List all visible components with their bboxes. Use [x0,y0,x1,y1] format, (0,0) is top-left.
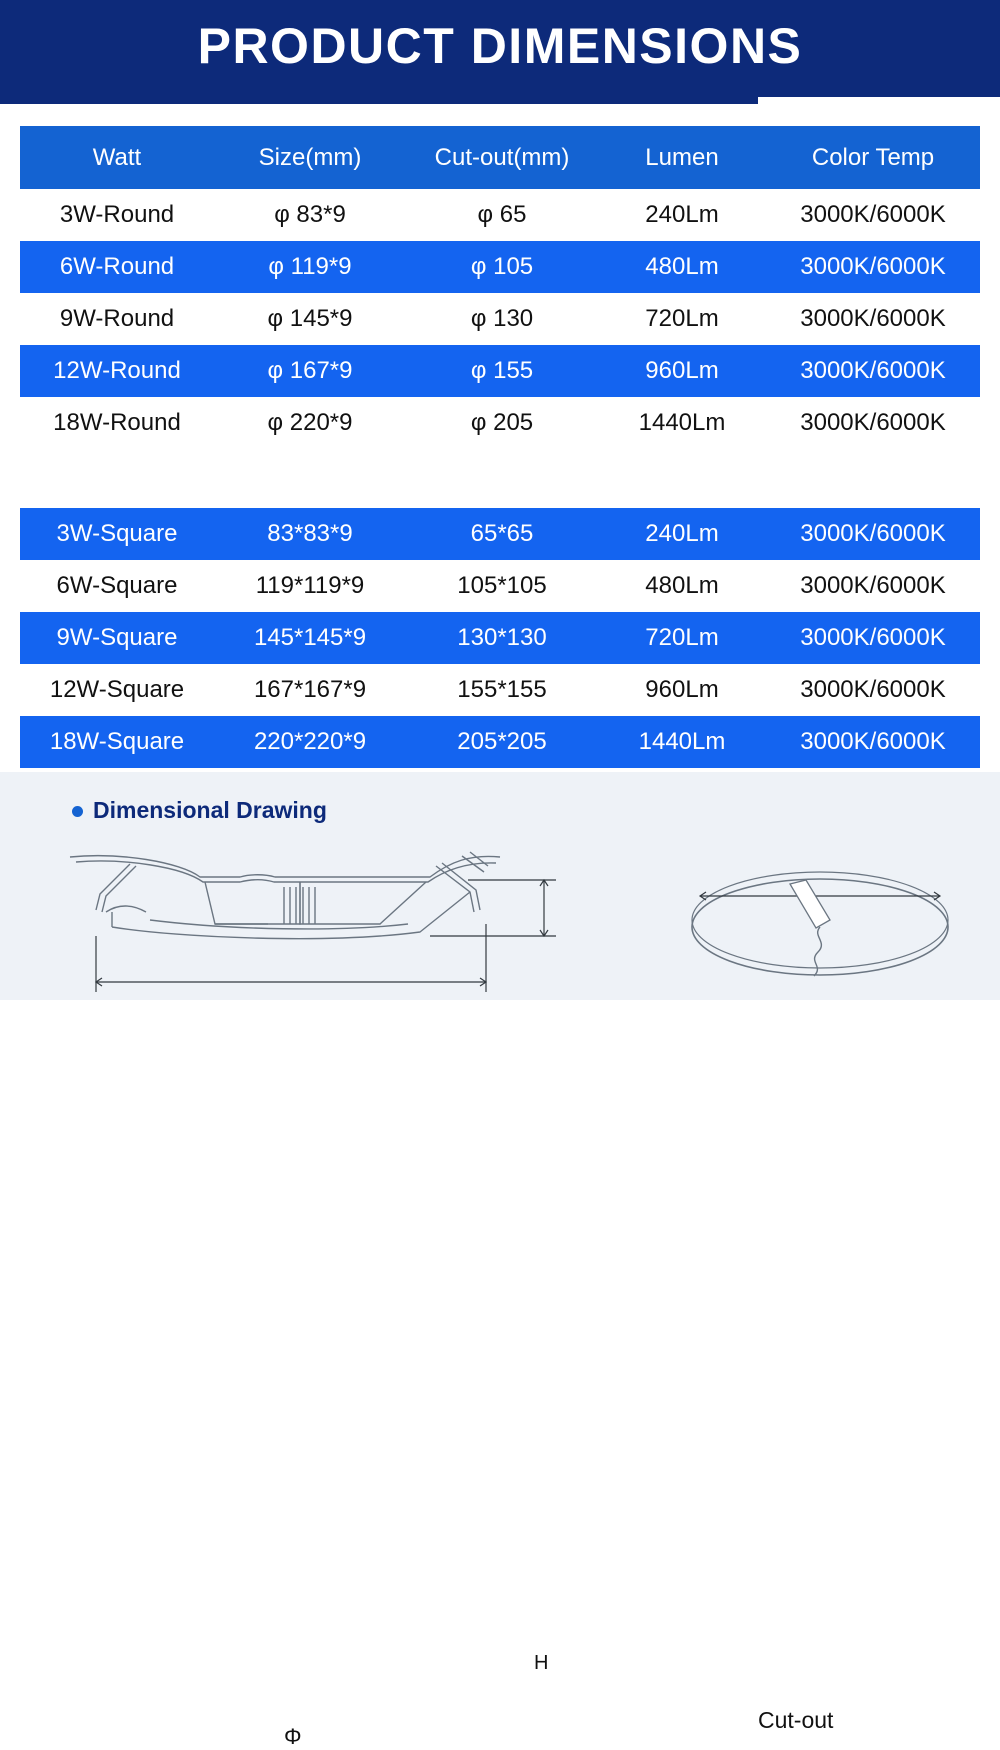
cell-watt: 3W-Square [20,508,214,560]
table-row [20,345,980,397]
cell-color-temp: 3000K/6000K [766,397,980,449]
drawing-svg [0,832,1000,1000]
cell-lumen: 720Lm [598,612,766,664]
column-header-color-temp: Color Temp [766,126,980,189]
cell-size: 220*220*9 [214,716,406,768]
table-row [20,397,980,449]
column-header-cutout: Cut-out(mm) [406,126,598,189]
cell-watt: 9W-Round [20,293,214,345]
cell-lumen: 240Lm [598,189,766,241]
table-row [20,189,980,241]
cell-lumen: 480Lm [598,560,766,612]
table-row [20,560,980,612]
table-spacer [20,456,980,508]
cutout-ring-drawing [692,872,948,976]
table-row [20,241,980,293]
cell-size: 83*83*9 [214,508,406,560]
table-header-row [20,126,980,189]
diameter-dimension-label: Φ [284,1724,302,1749]
cell-cutout: 130*130 [406,612,598,664]
cell-size: φ 145*9 [214,293,406,345]
cell-color-temp: 3000K/6000K [766,664,980,716]
header-divider [0,97,1000,107]
dimensional-drawing-section [0,772,1000,1749]
cell-color-temp: 3000K/6000K [766,612,980,664]
page-header [0,0,1000,97]
page-title: PRODUCT DIMENSIONS [197,17,803,74]
column-header-size: Size(mm) [214,126,406,189]
cell-size: 119*119*9 [214,560,406,612]
downlight-section-drawing [70,852,500,939]
cell-color-temp: 3000K/6000K [766,189,980,241]
cell-lumen: 720Lm [598,293,766,345]
cell-cutout: 205*205 [406,716,598,768]
cell-size: φ 119*9 [214,241,406,293]
table-row [20,716,980,768]
cell-color-temp: 3000K/6000K [766,508,980,560]
height-dimension-label: H [534,1652,549,1674]
cell-cutout: φ 65 [406,189,598,241]
drawing-canvas [0,832,1000,1000]
cell-cutout: φ 105 [406,241,598,293]
cell-lumen: 240Lm [598,508,766,560]
cell-lumen: 480Lm [598,241,766,293]
square-dimensions-table [20,508,980,768]
table-row [20,664,980,716]
column-header-watt: Watt [20,126,214,189]
cell-cutout: 155*155 [406,664,598,716]
cell-color-temp: 3000K/6000K [766,241,980,293]
dimensional-drawing-title: Dimensional Drawing [93,797,327,823]
cell-cutout: φ 155 [406,345,598,397]
cell-color-temp: 3000K/6000K [766,345,980,397]
cell-color-temp: 3000K/6000K [766,560,980,612]
cell-watt: 3W-Round [20,189,214,241]
header-divider-segment [0,97,758,104]
round-dimensions-table [20,126,980,449]
bullet-dot-icon [72,806,83,817]
cell-color-temp: 3000K/6000K [766,293,980,345]
cell-size: φ 83*9 [214,189,406,241]
cell-lumen: 1440Lm [598,397,766,449]
cell-size: 145*145*9 [214,612,406,664]
cell-size: 167*167*9 [214,664,406,716]
cell-lumen: 1440Lm [598,716,766,768]
cutout-drawing-label: Cut-out [758,1707,834,1733]
cell-color-temp: 3000K/6000K [766,716,980,768]
cell-lumen: 960Lm [598,345,766,397]
cell-watt: 9W-Square [20,612,214,664]
cell-size: φ 167*9 [214,345,406,397]
cell-lumen: 960Lm [598,664,766,716]
cell-cutout: 65*65 [406,508,598,560]
cell-watt: 18W-Square [20,716,214,768]
cell-watt: 6W-Round [20,241,214,293]
cell-watt: 12W-Square [20,664,214,716]
cell-cutout: φ 130 [406,293,598,345]
dimensional-drawing-heading [72,797,327,824]
column-header-lumen: Lumen [598,126,766,189]
cell-watt: 18W-Round [20,397,214,449]
cell-watt: 12W-Round [20,345,214,397]
cell-watt: 6W-Square [20,560,214,612]
cell-cutout: 105*105 [406,560,598,612]
diameter-dimension [96,924,486,992]
table-row [20,293,980,345]
table-row [20,612,980,664]
cell-cutout: φ 205 [406,397,598,449]
table-row [20,508,980,560]
cell-size: φ 220*9 [214,397,406,449]
